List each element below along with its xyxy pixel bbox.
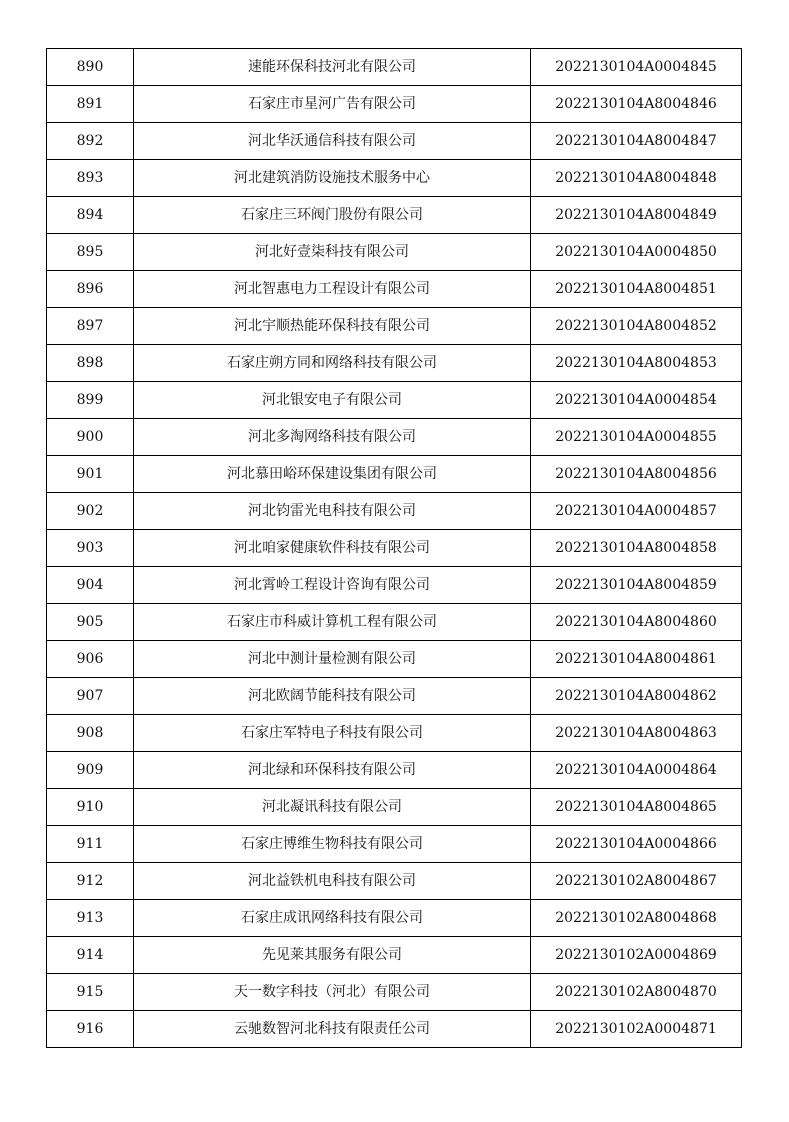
company-name-cell: 河北益铁机电科技有限公司: [134, 863, 531, 900]
row-number-cell: 913: [47, 900, 134, 937]
table-row: [47, 86, 742, 123]
company-name-cell: 石家庄市星河广告有限公司: [134, 86, 531, 123]
company-name-cell: 河北华沃通信科技有限公司: [134, 123, 531, 160]
registration-code-cell: 2022130104A8004860: [531, 604, 742, 641]
table-row: [47, 1011, 742, 1048]
table-row: [47, 715, 742, 752]
table-row: [47, 530, 742, 567]
registration-code-cell: 2022130104A8004852: [531, 308, 742, 345]
table-row: [47, 604, 742, 641]
registration-code-cell: 2022130102A0004869: [531, 937, 742, 974]
table-row: [47, 197, 742, 234]
company-name-cell: 速能环保科技河北有限公司: [134, 49, 531, 86]
company-name-cell: 石家庄成讯网络科技有限公司: [134, 900, 531, 937]
row-number-cell: 902: [47, 493, 134, 530]
company-name-cell: 河北霄岭工程设计咨询有限公司: [134, 567, 531, 604]
registration-code-cell: 2022130104A8004861: [531, 641, 742, 678]
registration-code-cell: 2022130104A8004858: [531, 530, 742, 567]
company-name-cell: 河北建筑消防设施技术服务中心: [134, 160, 531, 197]
registration-code-cell: 2022130104A8004853: [531, 345, 742, 382]
row-number-cell: 897: [47, 308, 134, 345]
table-row: [47, 789, 742, 826]
row-number-cell: 900: [47, 419, 134, 456]
company-name-cell: 河北宇顺热能环保科技有限公司: [134, 308, 531, 345]
row-number-cell: 915: [47, 974, 134, 1011]
table-row: [47, 345, 742, 382]
company-name-cell: 河北好壹柒科技有限公司: [134, 234, 531, 271]
company-name-cell: 河北银安电子有限公司: [134, 382, 531, 419]
table-row: [47, 863, 742, 900]
table-row: [47, 678, 742, 715]
registration-code-cell: 2022130102A0004871: [531, 1011, 742, 1048]
row-number-cell: 906: [47, 641, 134, 678]
company-name-cell: 石家庄市科威计算机工程有限公司: [134, 604, 531, 641]
table-row: [47, 308, 742, 345]
company-name-cell: 河北欧阔节能科技有限公司: [134, 678, 531, 715]
registration-code-cell: 2022130104A8004862: [531, 678, 742, 715]
row-number-cell: 912: [47, 863, 134, 900]
registration-code-cell: 2022130104A0004850: [531, 234, 742, 271]
registration-code-cell: 2022130104A0004845: [531, 49, 742, 86]
row-number-cell: 908: [47, 715, 134, 752]
row-number-cell: 893: [47, 160, 134, 197]
table-row: [47, 900, 742, 937]
row-number-cell: 895: [47, 234, 134, 271]
company-name-cell: 河北慕田峪环保建设集团有限公司: [134, 456, 531, 493]
row-number-cell: 909: [47, 752, 134, 789]
row-number-cell: 910: [47, 789, 134, 826]
registration-code-cell: 2022130104A8004851: [531, 271, 742, 308]
row-number-cell: 907: [47, 678, 134, 715]
table-row: [47, 271, 742, 308]
company-name-cell: 先见莱其服务有限公司: [134, 937, 531, 974]
registration-code-cell: 2022130104A0004854: [531, 382, 742, 419]
company-name-cell: 天一数字科技（河北）有限公司: [134, 974, 531, 1011]
registration-code-cell: 2022130104A8004863: [531, 715, 742, 752]
table-row: [47, 937, 742, 974]
row-number-cell: 903: [47, 530, 134, 567]
registration-code-cell: 2022130102A8004867: [531, 863, 742, 900]
table-row: [47, 974, 742, 1011]
table-row: [47, 641, 742, 678]
table-row: [47, 493, 742, 530]
company-name-cell: 石家庄朔方同和网络科技有限公司: [134, 345, 531, 382]
registration-code-cell: 2022130104A8004847: [531, 123, 742, 160]
table-row: [47, 49, 742, 86]
row-number-cell: 901: [47, 456, 134, 493]
row-number-cell: 890: [47, 49, 134, 86]
row-number-cell: 904: [47, 567, 134, 604]
row-number-cell: 899: [47, 382, 134, 419]
registration-code-cell: 2022130104A8004865: [531, 789, 742, 826]
registration-code-cell: 2022130104A8004859: [531, 567, 742, 604]
company-name-cell: 河北智惠电力工程设计有限公司: [134, 271, 531, 308]
company-name-cell: 河北多淘网络科技有限公司: [134, 419, 531, 456]
row-number-cell: 914: [47, 937, 134, 974]
row-number-cell: 892: [47, 123, 134, 160]
table-row: [47, 160, 742, 197]
company-name-cell: 河北咱家健康软件科技有限公司: [134, 530, 531, 567]
table-row: [47, 456, 742, 493]
table-row: [47, 234, 742, 271]
row-number-cell: 891: [47, 86, 134, 123]
company-name-cell: 河北钧雷光电科技有限公司: [134, 493, 531, 530]
row-number-cell: 898: [47, 345, 134, 382]
registration-code-cell: 2022130104A0004855: [531, 419, 742, 456]
registration-code-cell: 2022130102A8004870: [531, 974, 742, 1011]
company-name-cell: 石家庄军特电子科技有限公司: [134, 715, 531, 752]
company-name-cell: 石家庄三环阀门股份有限公司: [134, 197, 531, 234]
registration-code-cell: 2022130104A0004866: [531, 826, 742, 863]
row-number-cell: 905: [47, 604, 134, 641]
row-number-cell: 894: [47, 197, 134, 234]
registration-code-cell: 2022130104A0004864: [531, 752, 742, 789]
company-registry-table: [46, 48, 742, 1048]
table-row: [47, 752, 742, 789]
row-number-cell: 911: [47, 826, 134, 863]
company-name-cell: 河北绿和环保科技有限公司: [134, 752, 531, 789]
registration-code-cell: 2022130104A0004857: [531, 493, 742, 530]
registration-code-cell: 2022130104A8004849: [531, 197, 742, 234]
table-row: [47, 419, 742, 456]
company-name-cell: 云驰数智河北科技有限责任公司: [134, 1011, 531, 1048]
table-row: [47, 826, 742, 863]
registration-code-cell: 2022130102A8004868: [531, 900, 742, 937]
registration-code-cell: 2022130104A8004856: [531, 456, 742, 493]
table-row: [47, 382, 742, 419]
table-row: [47, 567, 742, 604]
table-row: [47, 123, 742, 160]
table-body: [47, 49, 742, 1048]
row-number-cell: 916: [47, 1011, 134, 1048]
registration-code-cell: 2022130104A8004848: [531, 160, 742, 197]
registration-code-cell: 2022130104A8004846: [531, 86, 742, 123]
company-name-cell: 河北凝讯科技有限公司: [134, 789, 531, 826]
company-name-cell: 石家庄博维生物科技有限公司: [134, 826, 531, 863]
company-name-cell: 河北中测计量检测有限公司: [134, 641, 531, 678]
row-number-cell: 896: [47, 271, 134, 308]
